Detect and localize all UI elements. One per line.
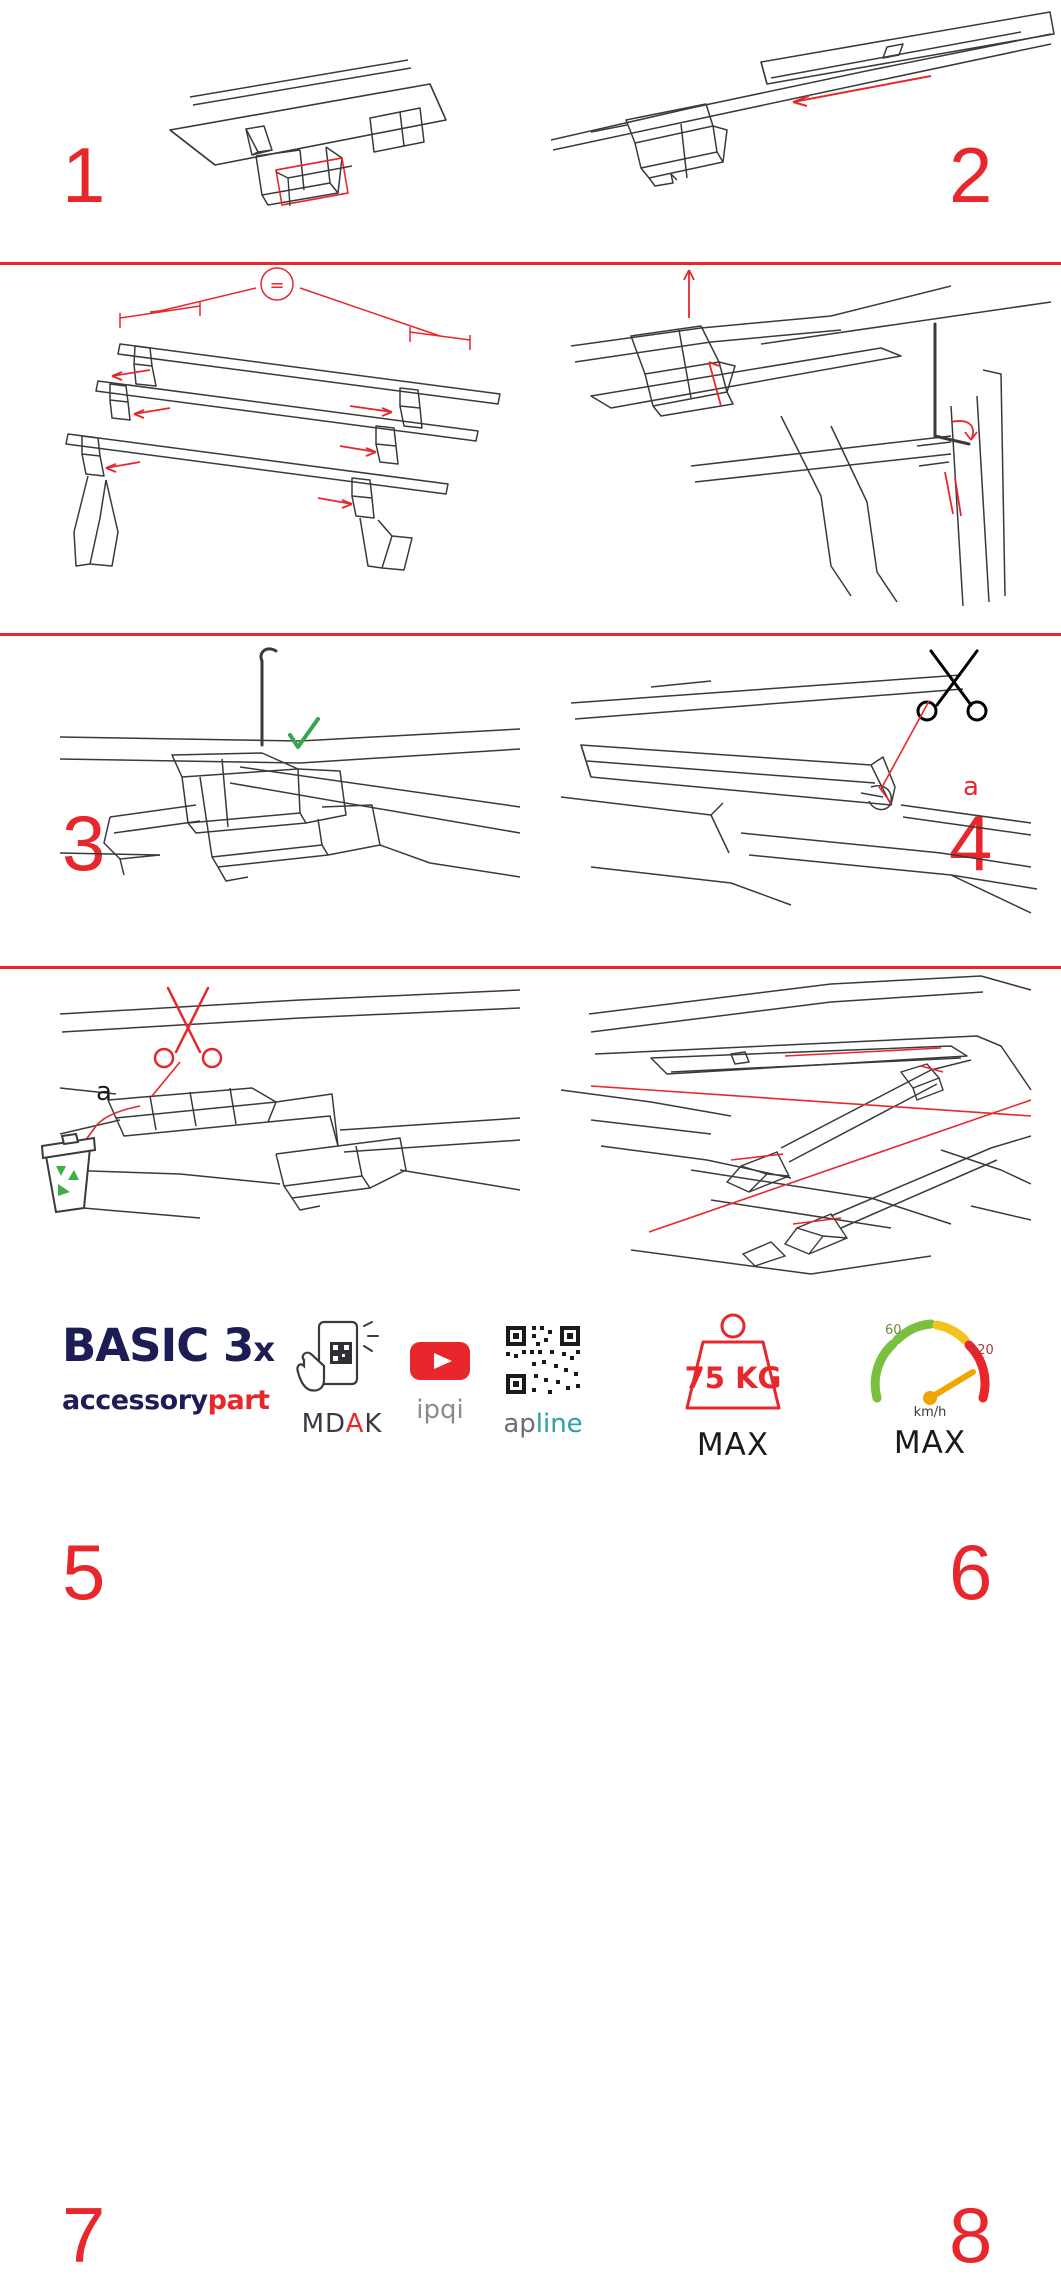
- illustration-step-2: [531, 0, 1061, 260]
- apline-accent: line: [535, 1409, 583, 1439]
- qr-code-icon[interactable]: [504, 1324, 582, 1398]
- brand-subtitle: [62, 1386, 277, 1416]
- illustration-step-5: [0, 637, 530, 965]
- recycle-bin-icon: [42, 1134, 95, 1212]
- brand-subtitle-second: part: [207, 1385, 270, 1416]
- gauge-tick-high: 120: [969, 1343, 994, 1358]
- logo-mdak: [283, 1320, 401, 1439]
- weight-icon: [673, 1312, 793, 1420]
- logo-caption-ipqi: ipqi: [416, 1395, 464, 1425]
- panel-step-4: [531, 266, 1061, 887]
- brand-title-main: BASIC 3: [62, 1319, 254, 1372]
- panel-step-3: [0, 266, 530, 887]
- max-speed-block: [845, 1306, 1015, 1461]
- brand-block: [62, 1319, 277, 1416]
- gauge-unit: km/h: [913, 1405, 947, 1420]
- illustration-step-8: [531, 970, 1061, 1294]
- max-weight-block: [648, 1312, 818, 1463]
- illustration-step-7: [0, 970, 530, 1294]
- row-separator-1: [0, 262, 1061, 265]
- max-weight-value: 75 KG: [684, 1361, 782, 1395]
- gauge-tick-low: 60: [885, 1323, 902, 1338]
- mdak-prefix: MD: [301, 1409, 346, 1439]
- logo-ipqi: [395, 1336, 485, 1425]
- panel-step-2: [531, 0, 1061, 260]
- apline-prefix: ap: [503, 1409, 536, 1439]
- equal-mark: =: [269, 275, 285, 296]
- max-speed-label: MAX: [893, 1425, 967, 1461]
- step-number-3: 3: [62, 799, 106, 887]
- youtube-play-icon[interactable]: [408, 1336, 472, 1384]
- brand-title: [62, 1319, 277, 1374]
- illustration-step-3: [0, 266, 530, 632]
- footer: [0, 1298, 1061, 1500]
- mdak-suffix: K: [364, 1409, 383, 1439]
- label-a-step6: a: [963, 772, 979, 802]
- logo-caption-apline: [478, 1409, 608, 1439]
- step-number-5: 5: [62, 1528, 106, 1616]
- row-separator-2: [0, 633, 1061, 636]
- illustration-step-6: [531, 637, 1061, 965]
- label-a-step7: a: [96, 1077, 112, 1107]
- illustration-step-4: [531, 266, 1061, 632]
- row-separator-3: [0, 966, 1061, 969]
- step-number-2: 2: [949, 131, 993, 219]
- hand-scanning-qr-phone-icon: [294, 1320, 390, 1398]
- mdak-accent: A: [345, 1409, 365, 1439]
- brand-subtitle-first: accessory: [62, 1385, 208, 1416]
- logo-apline: [478, 1324, 608, 1439]
- logo-caption-mdak: [283, 1409, 401, 1439]
- step-number-4: 4: [949, 799, 993, 887]
- brand-title-suffix: x: [253, 1330, 275, 1370]
- max-weight-label: MAX: [696, 1427, 770, 1463]
- panel-step-1: [0, 0, 530, 260]
- speedometer-gauge-icon: [861, 1306, 999, 1418]
- step-number-8: 8: [949, 2191, 993, 2279]
- step-number-1: 1: [62, 131, 106, 219]
- step-number-6: 6: [949, 1528, 993, 1616]
- step-number-7: 7: [62, 2191, 106, 2279]
- illustration-step-1: [0, 0, 530, 260]
